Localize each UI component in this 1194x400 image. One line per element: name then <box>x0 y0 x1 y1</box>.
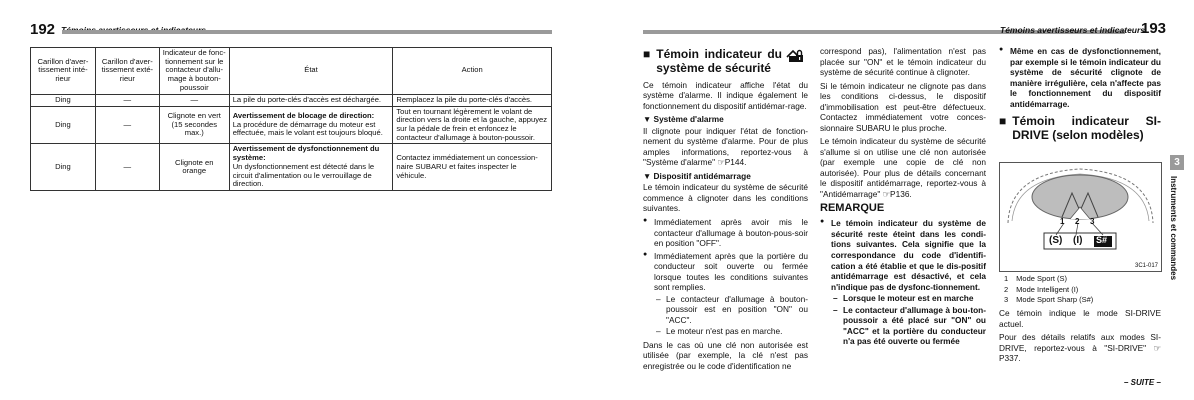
sub-conditions <box>654 294 808 337</box>
list-item <box>643 251 808 337</box>
table-cell: Contactez immédiatement un concession-naire SUBARU et faites inspecter le véhicule. <box>393 144 552 191</box>
si-drive-text: Ce témoin indique le mode SI-DRIVE actuel. <box>999 308 1161 329</box>
list-item: – Le moteur n'est pas en marche. <box>654 326 808 337</box>
table-cell: Tout en tournant légèrement le volant de direction vers la droite et la gauche, appuyez sur la pédale de frein et enfoncez le contacteur d'allumage à bouton-poussoir. <box>393 106 552 144</box>
list-item: ● Immédiatement après avoir mis le contacteur d'allumage à bouton-pous-soir en position "OFF". <box>643 217 808 249</box>
triangle-bullet-icon: ▼ <box>643 170 654 181</box>
table-cell: Ding <box>31 144 96 191</box>
state-text: Un dysfonctionnement est détecté dans le circuit d'alimentation ou le verrouillage de direction. <box>232 161 375 189</box>
si-drive-title-text: Témoin indicateur SI-DRIVE (selon modèles) <box>1012 114 1161 142</box>
legend-num: 2 <box>1004 284 1009 294</box>
left-page-number: 192 <box>30 21 56 38</box>
state-text: La pile du porte-clés d'accès est déchargée. <box>232 94 382 104</box>
right-column-1 <box>643 48 808 374</box>
si-drive-reference: Pour des détails relatifs aux modes SI-DRIVE, reportez-vous à "SI-DRIVE" ☞P337. <box>999 332 1161 364</box>
si-drive-legend <box>1004 274 1101 306</box>
list-item: ● Même en cas de dysfonctionnement, par exemple si le témoin indicateur du système de sécurité clignote de manière irrégulière, cela n'affecte pas le fonctionnement du dispositif antidémarrage. <box>999 46 1161 109</box>
state-text: La procédure de démarrage du moteur est effectuée, mais le volant est toujours bloqué. <box>232 119 383 138</box>
table-cell <box>229 94 393 106</box>
unauthorized-key-light-text: Le témoin indicateur du système de sécurité s'allume si on utilise une clé non autorisée (par exemple une copie de clé non autorisée). Pour plus de détails concernant le dispositif antidémarrage, reportez-vous à "Antidémarrage" ☞P136. <box>820 136 986 199</box>
table-cell: — <box>95 144 159 191</box>
instrument-cluster-illustration <box>1000 163 1161 271</box>
table-cell: Clignote en vert (15 secondes max.) <box>159 106 229 144</box>
defect-text: Si le témoin indicateur ne clignote pas dans les conditions ci-dessus, le dispositif d'immobilisation est peut-être défectueux. Contactez immédiatement votre conces-sionnaire SUBARU le plus proche. <box>820 80 986 133</box>
chime-table <box>30 47 552 191</box>
immobilizer-conditions <box>643 217 808 337</box>
legend-text: Mode Sport Sharp (S#) <box>1016 295 1094 304</box>
table-header-row <box>31 48 552 95</box>
legend-num: 3 <box>1004 295 1009 304</box>
list-item: – Lorsque le moteur est en marche <box>831 293 986 304</box>
mode-s-symbol: (S) <box>1049 235 1063 246</box>
remark-sub-list <box>831 293 986 347</box>
list-item: – Le contacteur d'allumage à bouton-poussoir est en position "ON" ou "ACC". <box>654 294 808 326</box>
table-header: Action <box>393 48 552 95</box>
list-item <box>820 218 986 346</box>
figure-label: 1 <box>1060 217 1065 226</box>
unauthorized-key-text: Dans le cas où une clé non autorisée est utilisée (par exemple, la clé n'est pas enregistrée ou le code d'identification ne <box>643 339 808 371</box>
si-drive-title <box>999 115 1161 143</box>
security-indicator-title <box>643 48 808 76</box>
right-header-title: Témoins avertisseurs et indicateurs <box>1000 25 1146 35</box>
alarm-text: Il clignote pour indiquer l'état de fonction-nement du système d'alarme. Pour de plus amples informations, reportez-vous à "Système d'alarme" ☞P144. <box>643 125 808 168</box>
remark-heading: REMARQUE <box>820 202 885 215</box>
table-row <box>31 144 552 191</box>
mode-i-symbol: (I) <box>1073 235 1083 246</box>
list-item <box>1004 274 1101 285</box>
table-row <box>31 106 552 144</box>
square-bullet-icon: ■ <box>999 114 1007 129</box>
security-title-text: Témoin indicateur du système de sécurité <box>656 47 782 75</box>
table-cell <box>229 144 393 191</box>
legend-text: Mode Sport (S) <box>1016 274 1068 283</box>
legend-text: Mode Intelligent (I) <box>1016 284 1079 294</box>
table-cell: — <box>95 106 159 144</box>
figure-label: 2 <box>1075 217 1080 226</box>
table-header: Indicateur de fonc-tionnement sur le contacteur d'allu-mage à bouton-poussoir <box>159 48 229 95</box>
left-header-rule <box>62 30 552 34</box>
table-header: Carillon d'aver-tissement exté-rieur <box>95 48 159 95</box>
table-cell: — <box>95 94 159 106</box>
table-cell: Ding <box>31 94 96 106</box>
figure-code: 3C1-017 <box>1134 263 1158 269</box>
alarm-heading-text: Système d'alarme <box>653 114 724 125</box>
immobilizer-heading <box>643 171 808 182</box>
immobilizer-text: Le témoin indicateur du système de sécurité commence à clignoter dans les conditions suivantes. <box>643 182 808 214</box>
si-drive-description <box>999 308 1161 367</box>
table-cell: — <box>159 94 229 106</box>
si-drive-figure <box>999 162 1162 272</box>
right-column-3 <box>999 46 1161 147</box>
security-indicator-icon <box>786 48 804 64</box>
malfunction-note <box>999 46 1161 109</box>
security-intro: Ce témoin indicateur affiche l'état du système d'alarme. Il indique également le fonctionnement du dispositif antidémar-rage. <box>643 79 808 111</box>
list-item-text: Le témoin indicateur du système de sécurité reste éteint dans les condi-tions suivantes. Cela signifie que la correspondance du code d'identifi-cation a été établie et que le dis-positif antidémarrage est désactivé, et cela n'indique pas de dysfonc-tionnement. <box>831 218 986 292</box>
list-item: – Le contacteur d'allumage à bou-ton-poussoir a été placé sur "ON" ou "ACC" et la portière du conducteur n'a pas été ouverte ou fermée <box>831 305 986 347</box>
table-row <box>31 94 552 106</box>
immobilizer-heading-text: Dispositif antidémarrage <box>653 170 751 181</box>
figure-label: 3 <box>1090 217 1095 226</box>
alarm-heading <box>643 114 808 125</box>
square-bullet-icon: ■ <box>643 47 651 61</box>
triangle-bullet-icon: ▼ <box>643 114 654 125</box>
state-title: Avertissement de blocage de direction: <box>232 110 375 120</box>
legend-num: 1 <box>1004 274 1009 283</box>
table-cell <box>229 106 393 144</box>
remark-list <box>820 218 986 346</box>
list-item-text: Immédiatement après que la portière du conducteur soit ouverte ou fermée lorsque toutes les conditions suivantes sont remplies. <box>654 250 808 293</box>
table-cell: Ding <box>31 106 96 144</box>
table-header: État <box>229 48 393 95</box>
right-column-2 <box>820 46 986 350</box>
table-header: Carillon d'aver-tissement inté-rieur <box>31 48 96 95</box>
list-item <box>1004 295 1101 306</box>
continued-text: correspond pas), l'alimentation n'est pas placée sur "ON" et le témoin indicateur du système de sécurité continue à clignoter. <box>820 46 986 78</box>
list-item <box>1004 285 1101 296</box>
chapter-label: Instruments et commandes <box>1169 176 1178 281</box>
mode-s-sharp-symbol: S# <box>1096 235 1108 245</box>
chapter-tab: 3 <box>1170 155 1184 170</box>
state-title: Avertissement de dysfonctionnement du système: <box>232 144 380 163</box>
continued-marker: – SUITE – <box>1124 378 1161 387</box>
table-cell: Clignote en orange <box>159 144 229 191</box>
table-cell: Remplacez la pile du porte-clés d'accès. <box>393 94 552 106</box>
right-page-number: 193 <box>1141 20 1167 37</box>
